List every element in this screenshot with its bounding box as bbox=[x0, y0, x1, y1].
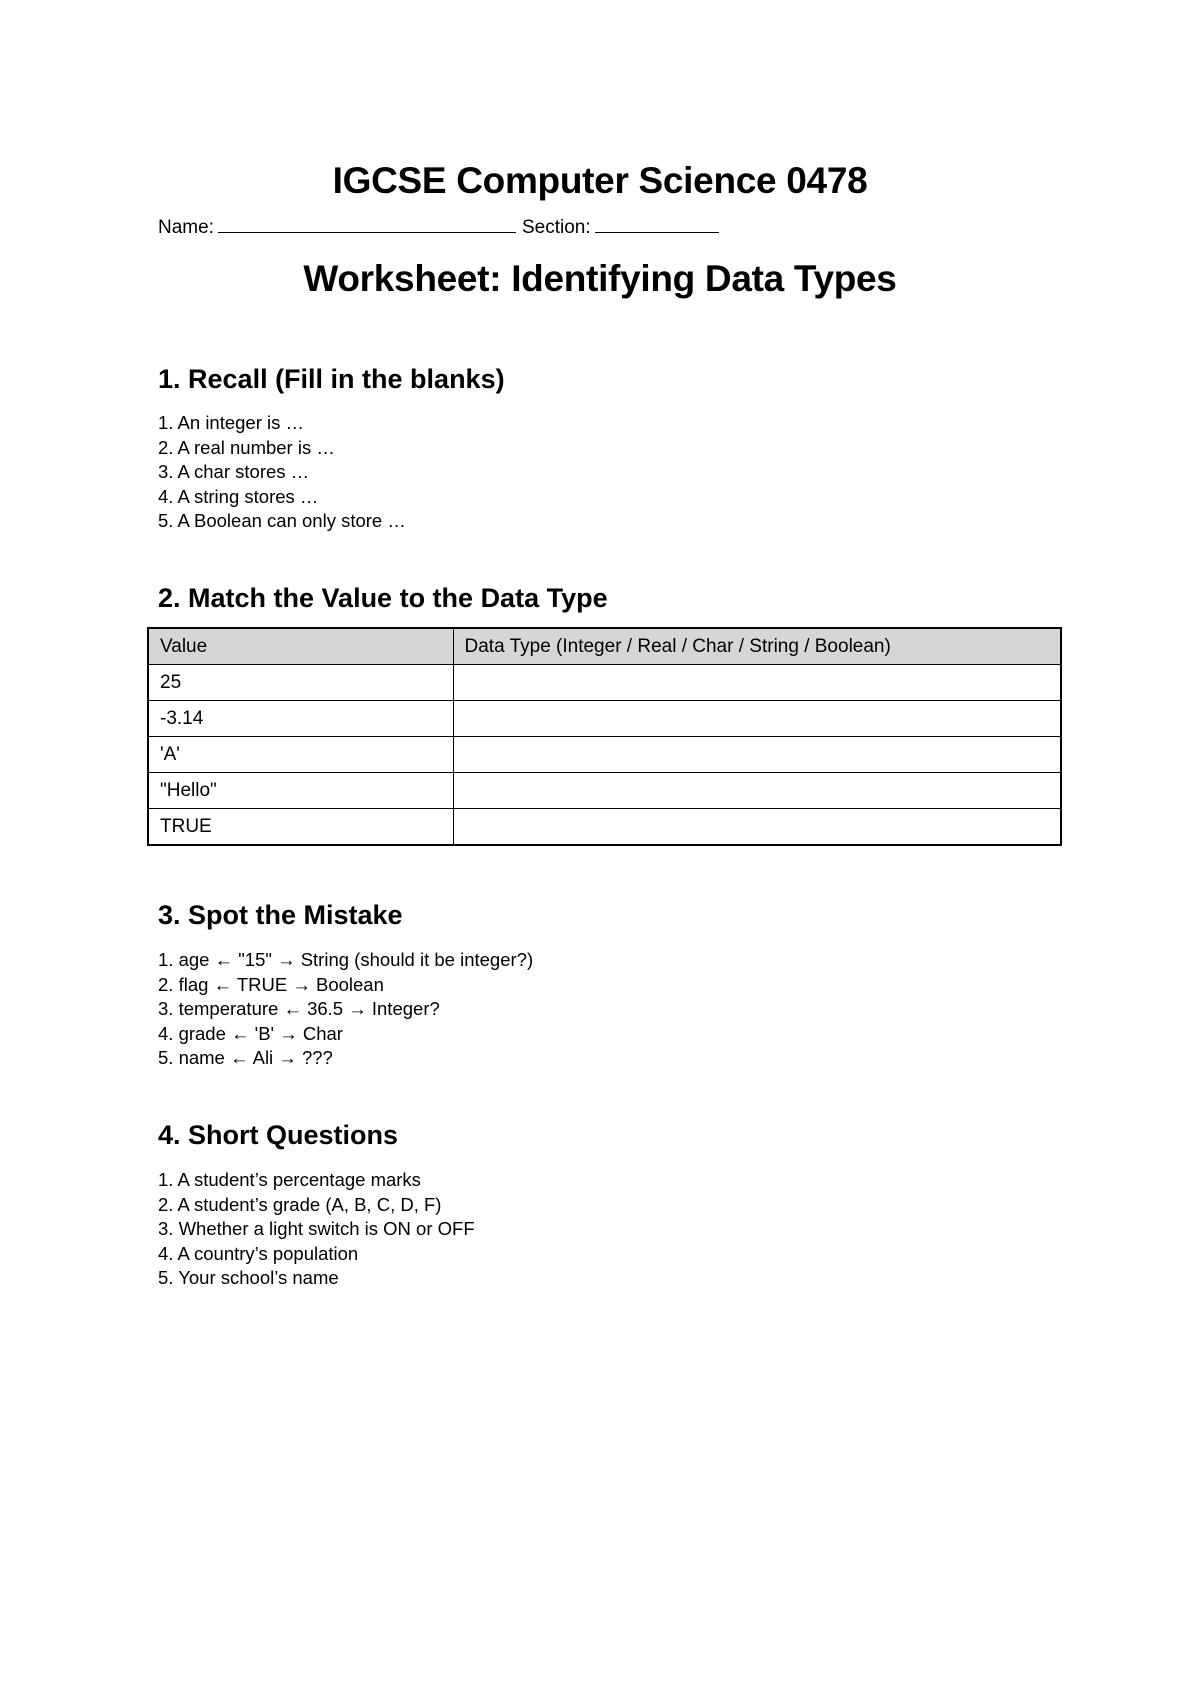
value-cell: 'A' bbox=[148, 737, 453, 773]
answer-cell[interactable] bbox=[453, 809, 1061, 846]
recall-heading: 1. Recall (Fill in the blanks) bbox=[158, 364, 505, 394]
list-item: 2. A student’s grade (A, B, C, D, F) bbox=[158, 1193, 442, 1215]
match-table bbox=[147, 627, 1062, 846]
list-item: 4. grade ← 'B' → Char bbox=[158, 1022, 343, 1044]
list-item: 1. age ← "15" → String (should it be integer?) bbox=[158, 949, 534, 970]
list-item: 1. An integer is … bbox=[158, 412, 305, 433]
list-item: 2. A real number is … bbox=[158, 436, 335, 458]
course-title: IGCSE Computer Science 0478 bbox=[332, 160, 868, 201]
name-label: Name: bbox=[158, 217, 214, 238]
column-header-value: Value bbox=[148, 628, 453, 665]
list-item: 4. A string stores … bbox=[158, 485, 319, 507]
value-cell: "Hello" bbox=[148, 773, 453, 809]
match-heading: 2. Match the Value to the Data Type bbox=[158, 583, 608, 613]
table-row bbox=[148, 737, 1061, 773]
answer-cell[interactable] bbox=[453, 701, 1061, 737]
section-blank[interactable] bbox=[595, 216, 719, 233]
list-item: 3. A char stores … bbox=[158, 461, 310, 482]
short-questions-list bbox=[158, 1168, 475, 1291]
table-row bbox=[148, 701, 1061, 737]
mistake-list bbox=[158, 948, 533, 1071]
list-item: 3. Whether a light switch is ON or OFF bbox=[158, 1218, 475, 1239]
list-item: 5. Your school’s name bbox=[158, 1267, 339, 1288]
mistake-heading: 3. Spot the Mistake bbox=[158, 900, 403, 930]
answer-cell[interactable] bbox=[453, 737, 1061, 773]
short-questions-heading: 4. Short Questions bbox=[158, 1120, 399, 1150]
answer-cell[interactable] bbox=[453, 773, 1061, 809]
name-blank[interactable] bbox=[218, 216, 516, 233]
value-cell: TRUE bbox=[148, 809, 453, 846]
answer-cell[interactable] bbox=[453, 665, 1061, 701]
list-item: 2. flag ← TRUE → Boolean bbox=[158, 973, 384, 995]
worksheet-title: Worksheet: Identifying Data Types bbox=[303, 258, 897, 299]
table-row bbox=[148, 773, 1061, 809]
list-item: 5. name ← Ali → ??? bbox=[158, 1047, 333, 1068]
list-item: 3. temperature ← 36.5 → Integer? bbox=[158, 998, 440, 1019]
list-item: 5. A Boolean can only store … bbox=[158, 510, 406, 531]
table-row bbox=[148, 809, 1061, 846]
value-cell: -3.14 bbox=[148, 701, 453, 737]
recall-list bbox=[158, 411, 406, 534]
value-cell: 25 bbox=[148, 665, 453, 701]
list-item: 4. A country’s population bbox=[158, 1242, 359, 1264]
column-header-data-type: Data Type (Integer / Real / Char / String / Boolean) bbox=[453, 628, 1061, 665]
section-label: Section: bbox=[521, 217, 591, 238]
table-row bbox=[148, 665, 1061, 701]
table-header-row bbox=[148, 628, 1061, 665]
student-info-line bbox=[158, 216, 719, 239]
list-item: 1. A student’s percentage marks bbox=[158, 1169, 421, 1190]
